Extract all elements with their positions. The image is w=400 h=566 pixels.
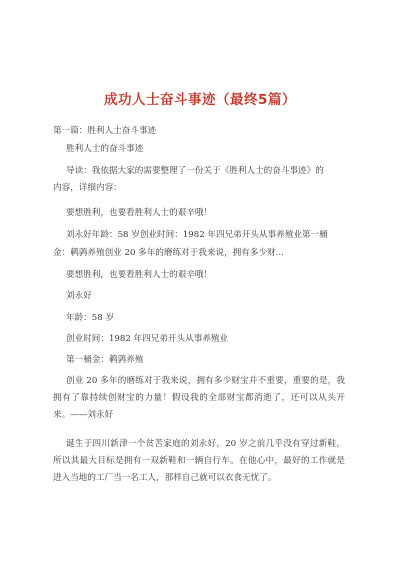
intro-line-1: 导读：我依据大家的需要整理了一份关于《胜利人士的奋斗事迹》的 (66, 166, 324, 176)
profile-line-2: 金：鹌鹑养殖创业 20 多年的磨练对于我来说，拥有多少财... (53, 248, 284, 258)
document-title: 成功人士奋斗事迹（最终5篇） (104, 92, 296, 108)
quote-line-1: 要想胜利，也要看胜利人士的艰辛哦！ (66, 208, 213, 218)
first-gold: 第一桶金：鹌鹑养殖 (66, 355, 144, 365)
profile-line-1: 刘永好年龄：58 岁创业时间：1982 年四兄弟开头从事养殖业第一桶 (66, 230, 328, 240)
section-heading: 第一篇：胜利人士奋斗事迹 (53, 126, 157, 136)
intro-line-2: 内容，详细内容： (53, 183, 122, 193)
person-age: 年龄：58 岁 (66, 313, 115, 323)
person-name: 刘永好 (66, 291, 92, 301)
section-subtitle: 胜利人士的奋斗事迹 (66, 144, 144, 154)
paragraph-2: 诞生于四川新津一个贫苦家庭的刘永好，20 岁之前几乎没有穿过新鞋，所以其最大目标是拥有一双新鞋和一辆自行车。在他心中，最好的工作就是进入当地的工厂当一名工人，那样自己就可以衣食无忧了。 (53, 439, 345, 483)
quote-line-2: 要想胜利，也要看胜利人士的艰辛哦！ (66, 270, 213, 280)
paragraph-1: 创业 20 多年的磨练对于我来说，拥有多少财宝并不重要，重要的是，我拥有了靠持续创财宝的力量！假设我的全部财宝都消逝了，还可以从头开来。——刘永好 (53, 376, 345, 420)
start-time: 创业时间：1982 年四兄弟开头从事养殖业 (66, 334, 229, 344)
